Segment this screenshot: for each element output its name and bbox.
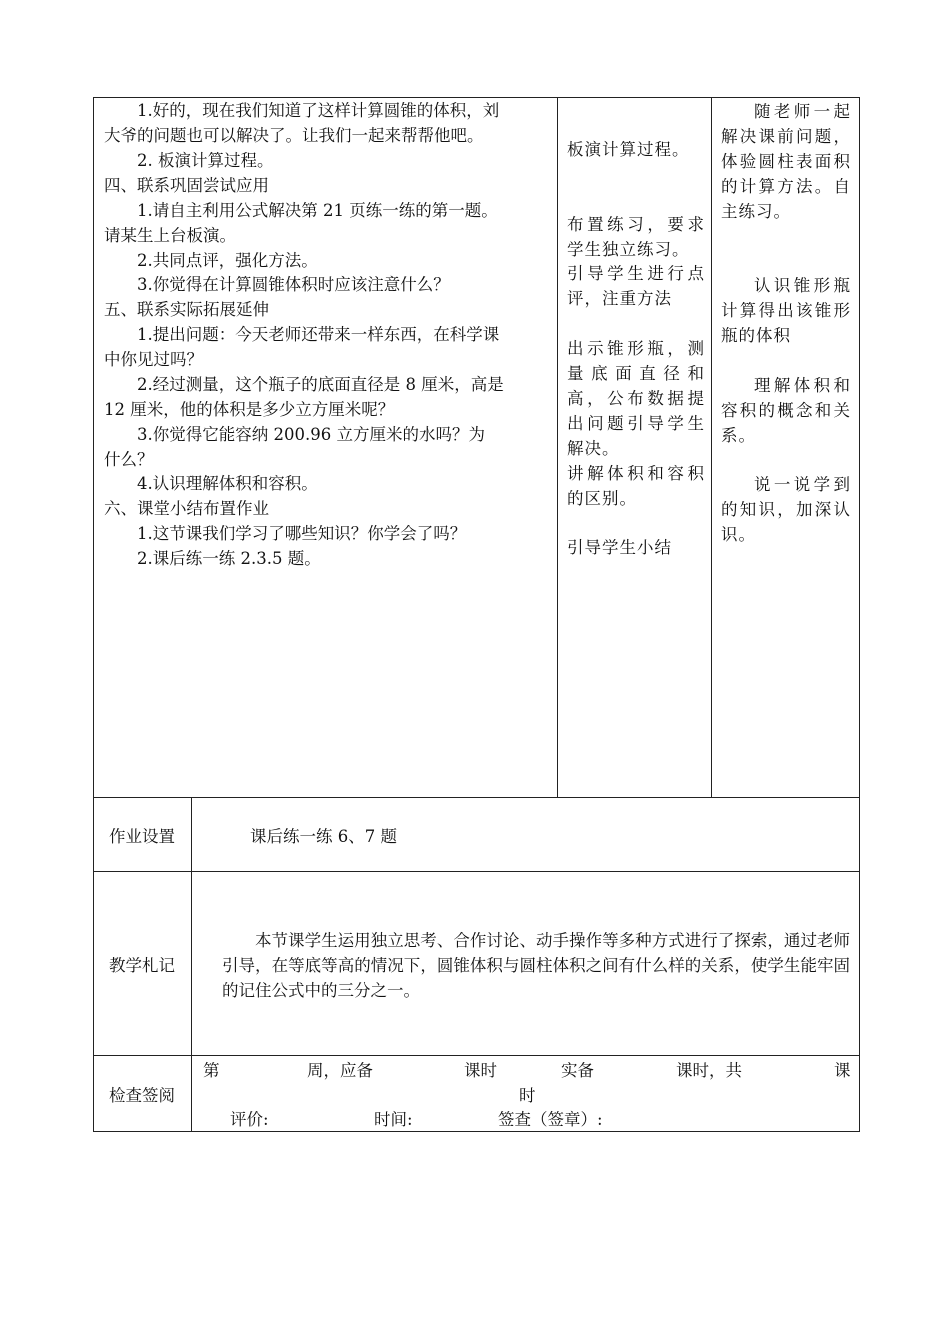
process-line: 1.请自主利用公式解决第 21 页练一练的第一题。 xyxy=(137,201,498,220)
check-hours-total: 课时，共 xyxy=(676,1061,742,1080)
table-border-right xyxy=(859,97,860,1132)
section-heading: 六、课堂小结布置作业 xyxy=(104,499,269,518)
divider-col-2-3 xyxy=(711,97,712,798)
process-line: 1.好的，现在我们知道了这样计算圆锥的体积，刘 xyxy=(137,101,500,120)
check-hours-unit: 课时 xyxy=(464,1061,497,1080)
teacher-activity-item: 板演计算过程。 xyxy=(567,140,690,159)
check-week-suffix: 周，应备 xyxy=(307,1061,373,1080)
process-line: 大爷的问题也可以解决了。让我们一起来帮帮他吧。 xyxy=(104,126,484,145)
teacher-activity-item: 出示锥形瓶，测量底面直径和高，公布数据提出问题引导学生解决。 xyxy=(567,339,705,458)
label-column-divider xyxy=(191,797,192,1132)
check-actual-prep: 实备 xyxy=(561,1061,594,1080)
teacher-activity-item: 引导学生小结 xyxy=(567,538,672,557)
process-line: 3.你觉得它能容纳 200.96 立方厘米的水吗？为 xyxy=(137,425,485,444)
teacher-activity-item: 讲解体积和容积的区别。 xyxy=(567,464,705,508)
check-lesson-unit-cont: 时 xyxy=(519,1086,536,1105)
table-border-bottom xyxy=(93,1131,860,1132)
table-border-left xyxy=(93,97,94,1132)
student-activity-item: 随老师一起解决课前问题，体验圆柱表面积的计算方法。自主练习。 xyxy=(721,102,851,221)
teaching-notes-label: 教学札记 xyxy=(109,956,175,975)
teacher-activity-item: 引导学生进行点评，注重方法 xyxy=(567,264,705,308)
section-heading: 五、联系实际拓展延伸 xyxy=(104,300,269,319)
process-line: 什么？ xyxy=(104,450,154,469)
process-line: 4.认识理解体积和容积。 xyxy=(137,474,318,493)
check-time-label: 时间: xyxy=(374,1110,413,1129)
process-line: 请某生上台板演。 xyxy=(104,226,236,245)
student-activity-item: 认识锥形瓶计算得出该锥形瓶的体积 xyxy=(721,276,851,345)
student-activity-item: 理解体积和容积的概念和关系。 xyxy=(721,376,851,445)
divider-col-1-2 xyxy=(557,97,558,798)
row-divider-homework xyxy=(93,797,860,798)
section-heading: 四、联系巩固尝试应用 xyxy=(104,176,269,195)
process-line: 12 厘米，他的体积是多少立方厘米呢？ xyxy=(104,400,395,419)
process-line: 中你见过吗？ xyxy=(104,350,203,369)
check-evaluation-label: 评价: xyxy=(230,1110,269,1129)
teaching-notes-content: 本节课学生运用独立思考、合作讨论、动手操作等多种方式进行了探索，通过老师引导，在等底等高的情况下，圆锥体积与圆柱体积之间有什么样的关系，使学生能牢固的记住公式中的三分之一。 xyxy=(222,931,850,1000)
teacher-activity-item: 布置练习，要求学生独立练习。 xyxy=(567,215,705,259)
process-line: 2.经过测量，这个瓶子的底面直径是 8 厘米，高是 xyxy=(137,375,504,394)
student-activity-item: 说一说学到的知识，加深认识。 xyxy=(721,475,851,544)
process-line: 2.共同点评，强化方法。 xyxy=(137,251,318,270)
homework-label: 作业设置 xyxy=(109,827,175,846)
check-signature-label: 签查（签章）: xyxy=(498,1110,603,1129)
check-week-prefix: 第 xyxy=(203,1061,220,1080)
row-divider-check xyxy=(93,1055,860,1056)
row-divider-notes xyxy=(93,871,860,872)
check-sign-label: 检查签阅 xyxy=(109,1086,175,1105)
process-line: 1.提出问题：今天老师还带来一样东西，在科学课 xyxy=(137,325,500,344)
table-border-top xyxy=(93,97,860,98)
process-line: 2.课后练一练 2.3.5 题。 xyxy=(137,549,321,568)
process-line: 1.这节课我们学习了哪些知识？你学会了吗？ xyxy=(137,524,467,543)
homework-content: 课后练一练 6、7 题 xyxy=(250,827,397,846)
check-lesson-unit: 课 xyxy=(834,1061,851,1080)
process-line: 2. 板演计算过程。 xyxy=(137,151,274,170)
process-line: 3.你觉得在计算圆锥体积时应该注意什么？ xyxy=(137,275,450,294)
